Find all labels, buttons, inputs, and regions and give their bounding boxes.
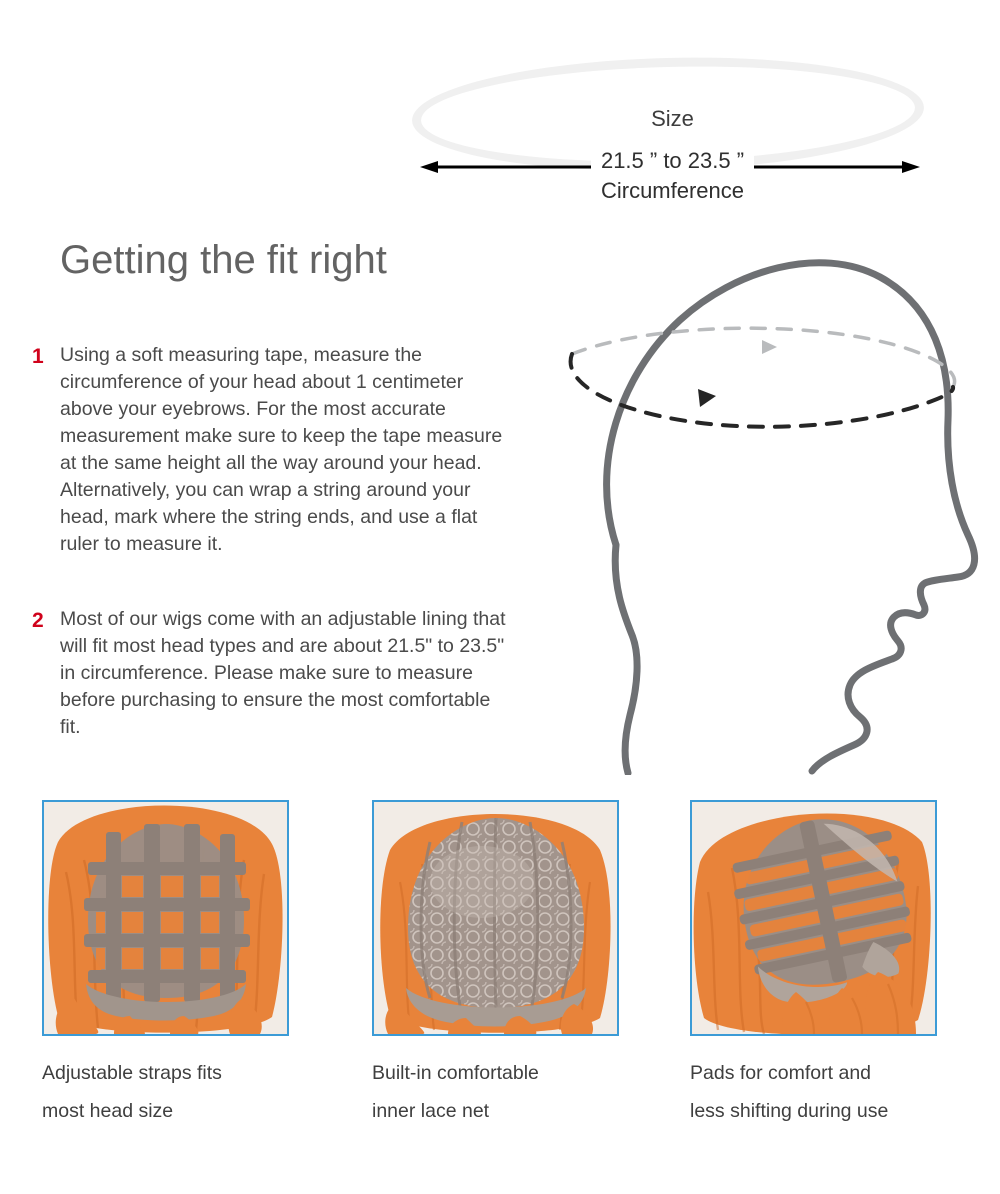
step-2-text: Most of our wigs come with an adjustable lining that will fit most head types and are about 21.5" to 23.5" in circumference. Please make sure to measure before purchasing to ensure the most comfortable fit. xyxy=(60,608,506,738)
size-range-text: 21.5 ” to 23.5 ” xyxy=(591,148,754,173)
step-2-number: 2 xyxy=(32,609,44,632)
instruction-step-1 xyxy=(32,342,512,558)
feature-card-2-caption-line1: Built-in comfortable xyxy=(372,1062,539,1084)
step-1-text: Using a soft measuring tape, measure the circumference of your head about 1 centimeter above your eyebrows. For the most accurate measurement make sure to keep the tape measure at the same height all the way around your head. Alternatively, you can wrap a string around your head, mark where the string ends, and use a flat ruler to measure it. xyxy=(60,344,503,555)
feature-card-2-caption xyxy=(372,1054,622,1130)
feature-card-1-caption-line1: Adjustable straps fits xyxy=(42,1062,222,1084)
size-range-value xyxy=(400,148,945,174)
tape-far-side xyxy=(572,328,955,387)
size-label: Size xyxy=(651,106,694,131)
feature-card-1-caption xyxy=(42,1054,292,1130)
wig-cap-comfort-pads-photo xyxy=(690,800,937,1036)
circumference-label: Circumference xyxy=(600,178,745,203)
feature-card-3-caption-line1: Pads for comfort and xyxy=(690,1062,872,1084)
feature-card-1[interactable] xyxy=(42,800,292,1130)
feature-card-1-caption-line2: most head size xyxy=(42,1100,174,1122)
wig-cap-inner-lace-net-photo xyxy=(372,800,619,1036)
size-ring-diagram xyxy=(400,48,945,203)
feature-card-3-caption-line2: less shifting during use xyxy=(690,1100,889,1122)
feature-card-2[interactable] xyxy=(372,800,622,1130)
feature-card-2-caption-line2: inner lace net xyxy=(372,1100,490,1122)
wig-cap-adjustable-straps-photo xyxy=(42,800,289,1036)
head-measurement-illustration xyxy=(520,215,990,775)
step-1-number: 1 xyxy=(32,345,44,368)
feature-cards xyxy=(0,800,1000,1180)
feature-card-3-caption xyxy=(690,1054,940,1130)
instruction-step-2 xyxy=(32,606,512,741)
head-profile-outline-icon xyxy=(520,215,990,775)
page-title: Getting the fit right xyxy=(60,238,387,282)
feature-card-3[interactable] xyxy=(690,800,940,1130)
